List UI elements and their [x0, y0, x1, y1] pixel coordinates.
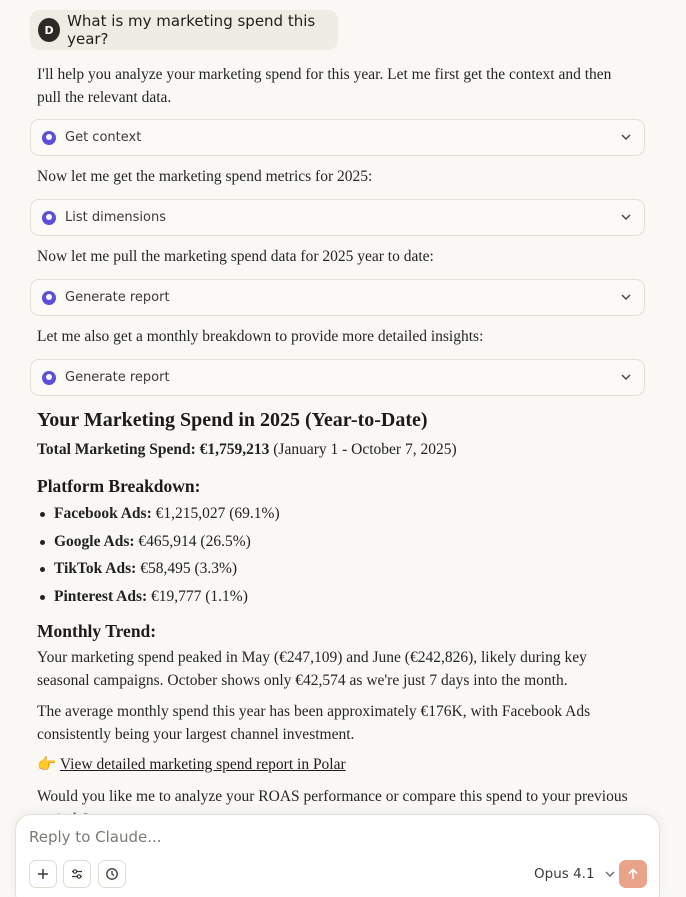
step-text: Now let me pull the marketing spend data for 2025 year to date: — [37, 248, 434, 265]
tool-label: Generate report — [65, 290, 170, 305]
platform-name: Google Ads: — [54, 532, 135, 550]
platform-value: €465,914 (26.5%) — [138, 532, 251, 550]
tool-call-list-dimensions[interactable] — [30, 199, 645, 236]
tool-label: Generate report — [65, 370, 170, 385]
user-message-text: What is my marketing spend this year? — [67, 12, 316, 48]
sliders-icon — [70, 867, 84, 881]
reply-input[interactable]: Reply to Claude... — [29, 828, 162, 846]
send-button[interactable] — [619, 860, 647, 888]
tool-icon — [42, 211, 56, 225]
arrow-up-icon — [626, 867, 640, 881]
assistant-intro: I'll help you analyze your marketing spend for this year. Let me first get the context and then pull the relevant data. — [37, 66, 612, 106]
model-selector[interactable] — [534, 866, 617, 882]
monthly-heading: Monthly Trend: — [37, 621, 157, 641]
total-spend-label: Total Marketing Spend: €1,759,213 — [37, 441, 270, 458]
tool-icon — [42, 291, 56, 305]
step-text: Now let me get the marketing spend metrics for 2025: — [37, 168, 373, 185]
platform-list — [37, 503, 280, 613]
monthly-paragraph-1: Your marketing spend peaked in May (€247,109) and June (€242,826), likely during key seasonal campaigns. October shows only €42,574 as we're just 7 days into the month. — [37, 649, 587, 689]
report-title: Your Marketing Spend in 2025 (Year-to-Date) — [37, 409, 428, 431]
report-link[interactable]: View detailed marketing spend report in Polar — [59, 756, 346, 773]
platform-value: €58,495 (3.3%) — [140, 560, 238, 577]
platform-value: €19,777 (1.1%) — [151, 587, 248, 605]
list-item — [37, 558, 280, 586]
platform-name: Pinterest Ads: — [54, 587, 148, 605]
clock-icon — [105, 867, 119, 881]
tool-call-generate-report[interactable] — [30, 359, 645, 396]
pointing-hand-icon: 👉 — [37, 756, 57, 773]
model-name: Opus 4.1 — [534, 866, 595, 882]
followup-question: Would you like me to analyze your ROAS performance or compare this spend to your previous — [37, 788, 628, 805]
chevron-down-icon — [619, 130, 633, 144]
history-button[interactable] — [98, 860, 126, 888]
list-item — [37, 503, 280, 531]
tools-button[interactable] — [63, 860, 91, 888]
total-spend-range: (January 1 - October 7, 2025) — [273, 441, 457, 458]
chevron-down-icon — [619, 210, 633, 224]
report-link-line — [37, 755, 346, 774]
list-item — [37, 531, 280, 559]
step-text: Let me also get a monthly breakdown to provide more detailed insights: — [37, 328, 484, 345]
add-button[interactable] — [29, 860, 57, 888]
chevron-down-icon — [603, 867, 617, 881]
chevron-down-icon — [619, 290, 633, 304]
total-spend — [37, 441, 457, 459]
chevron-down-icon — [619, 370, 633, 384]
tool-label: Get context — [65, 130, 142, 145]
tool-call-get-context[interactable] — [30, 119, 645, 156]
user-avatar: D — [38, 18, 60, 42]
tool-label: List dimensions — [65, 210, 166, 225]
tool-icon — [42, 131, 56, 145]
plus-icon — [36, 867, 50, 881]
platform-heading: Platform Breakdown: — [37, 476, 201, 496]
monthly-paragraph-2: The average monthly spend this year has been approximately €176K, with Facebook Ads consistently being your largest channel investment. — [37, 703, 591, 743]
tool-icon — [42, 371, 56, 385]
list-item — [37, 586, 280, 614]
user-message — [30, 10, 338, 50]
platform-name: Facebook Ads: — [54, 505, 152, 522]
tool-call-generate-report[interactable] — [30, 279, 645, 316]
platform-value: €1,215,027 (69.1%) — [155, 505, 280, 522]
platform-name: TikTok Ads: — [54, 560, 137, 577]
composer — [15, 814, 660, 897]
